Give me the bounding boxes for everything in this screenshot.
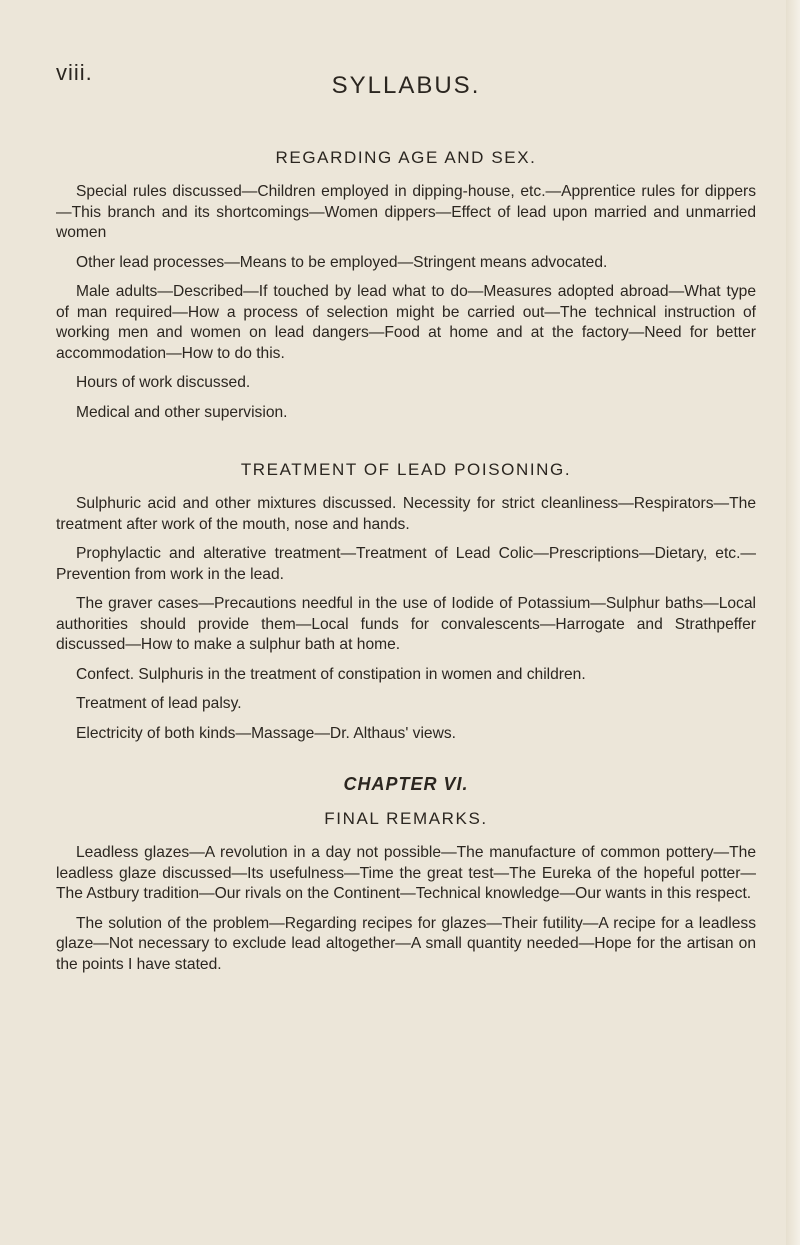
paragraph: Treatment of lead palsy. [76, 695, 242, 712]
paragraph: Confect. Sulphuris in the treatment of constipation in women and children. [76, 665, 586, 683]
section-heading-treatment: TREATMENT OF LEAD POISONING. [240, 460, 572, 479]
paragraph: Electricity of both kinds—Massage—Dr. Althaus' views. [76, 724, 456, 742]
paragraph: Prophylactic and alterative treatment—Treatment of Lead Colic—Prescriptions—Dietary, etc.—Prevention from work in the lead. [56, 545, 756, 583]
paragraph: Hours of work discussed. [76, 374, 251, 391]
paragraph: Medical and other supervision. [76, 403, 288, 421]
running-head: SYLLABUS. [331, 72, 481, 99]
section-heading-final-remarks: FINAL REMARKS. [324, 809, 488, 828]
paragraph: Other lead processes—Means to be employed—Stringent means advocated. [76, 253, 608, 271]
paragraph: The graver cases—Precautions needful in the use of Iodide of Potassium—Sulphur baths—Local authorities should provide them—Local funds for convalescents—Harrogate and Strathpeffer discussed—How to make a sulphur bath at home. [56, 595, 756, 653]
paragraph: Male adults—Described—If touched by lead what to do—Measures adopted abroad—What type of man required—How a process of selection might be carried out—The technical instruction of working men and women on lead dangers—Food at home and at the factory—Need for better accommodation—How to do this. [56, 283, 756, 362]
chapter-title: CHAPTER VI. [343, 774, 469, 794]
paragraph: Sulphuric acid and other mixtures discussed. Necessity for strict cleanliness—Respirators—The treatment after work of the mouth, nose and hands. [56, 495, 756, 533]
page-number: viii. [56, 60, 93, 85]
page-content [56, 148, 756, 984]
paragraph: Leadless glazes—A revolution in a day not possible—The manufacture of common pottery—The leadless glaze discussed—Its usefulness—Time the great test—The Eureka of the hopeful potter—The Astbury tradition—Our rivals on the Continent—Technical knowledge—Our wants in this respect. [56, 844, 756, 902]
page-header [56, 60, 756, 100]
paragraph: Special rules discussed—Children employed in dipping-house, etc.—Apprentice rules for dippers—This branch and its shortcomings—Women dippers—Effect of lead upon married and unmarried women [56, 183, 756, 241]
page-edge [786, 0, 800, 1245]
section-heading-age-sex: REGARDING AGE AND SEX. [275, 148, 537, 167]
paragraph: The solution of the problem—Regarding recipes for glazes—Their futility—A recipe for a leadless glaze—Not necessary to exclude lead altogether—A small quantity needed—Hope for the artisan on the points I have stated. [56, 914, 756, 973]
